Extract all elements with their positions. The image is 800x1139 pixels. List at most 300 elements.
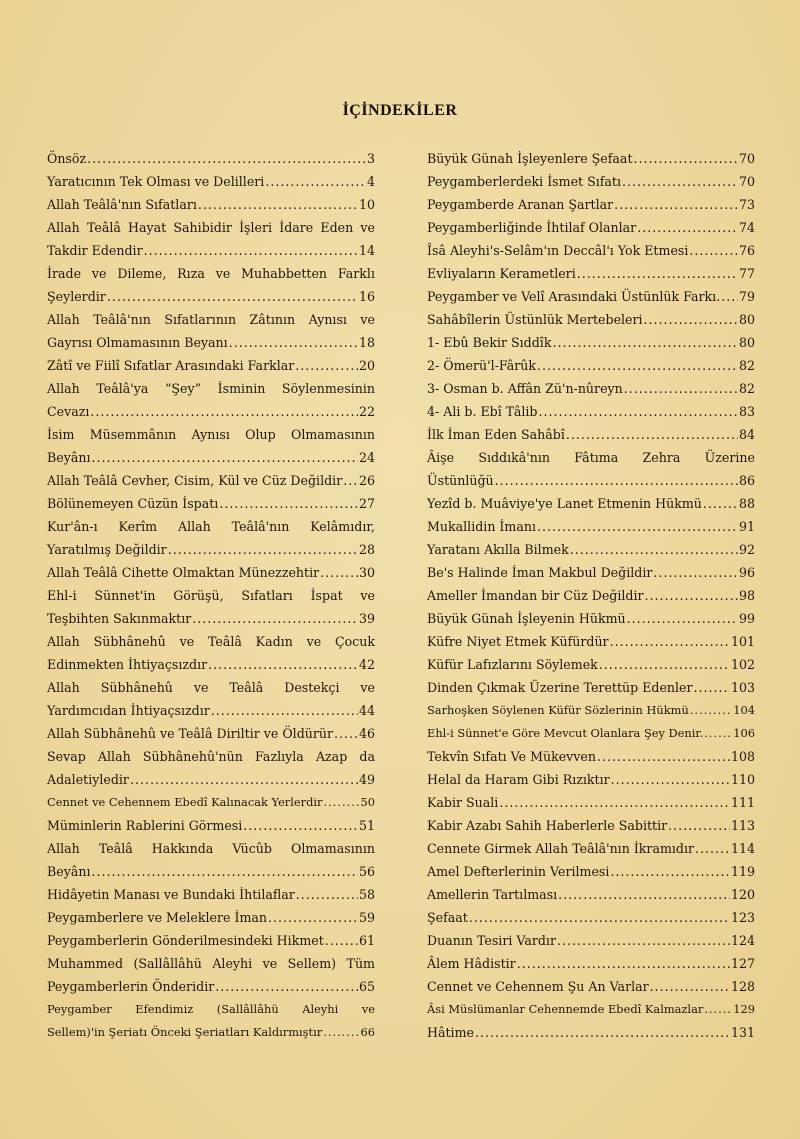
toc-entry-line xyxy=(427,745,755,768)
toc-entry-title-line: Âişe Sıddıkâ'nın Fâtıma Zehra Üzerine xyxy=(427,450,755,465)
toc-entry[interactable] xyxy=(427,446,755,492)
toc-entry-page-number: 46 xyxy=(358,726,375,741)
toc-entry[interactable] xyxy=(47,561,375,584)
toc-entry-page-number: 3 xyxy=(366,151,375,166)
toc-entry[interactable] xyxy=(47,929,375,952)
dot-leader xyxy=(689,239,738,262)
toc-entry-line xyxy=(47,538,375,561)
toc-entry-line xyxy=(427,607,755,630)
toc-entry-title: Ehl-i Sünnet'e Göre Mevcut Olanlara Şey Denir. xyxy=(427,726,704,740)
toc-entry[interactable] xyxy=(427,561,755,584)
dot-leader xyxy=(215,975,358,998)
toc-entry-line xyxy=(427,377,755,400)
toc-entry-page-number: 83 xyxy=(738,404,755,419)
toc-entry-page-number: 88 xyxy=(738,496,755,511)
toc-entry[interactable] xyxy=(427,791,755,814)
toc-entry-line xyxy=(47,446,375,469)
toc-entry-title: Dinden Çıkmak Üzerine Terettüp Edenler xyxy=(427,680,693,695)
toc-entry-line xyxy=(47,883,375,906)
dot-leader xyxy=(577,262,738,285)
toc-entry-page-number: 58 xyxy=(358,887,375,902)
toc-entry-line xyxy=(427,653,755,676)
toc-entry-page-number: 123 xyxy=(730,910,755,925)
dot-leader xyxy=(627,607,738,630)
toc-entry-page-number: 76 xyxy=(738,243,755,258)
toc-entry-page-number: 101 xyxy=(730,634,755,649)
toc-entry-title: Büyük Günah İşleyenin Hükmü xyxy=(427,611,626,626)
toc-entry-line xyxy=(427,216,755,239)
toc-entry-line xyxy=(427,883,755,906)
dot-leader xyxy=(653,561,738,584)
dot-leader xyxy=(320,561,358,584)
dot-leader xyxy=(107,285,358,308)
toc-entry-title: Beyânı xyxy=(47,864,91,879)
toc-entry-page-number: 70 xyxy=(738,151,755,166)
dot-leader xyxy=(597,745,730,768)
toc-entry[interactable] xyxy=(47,676,375,722)
toc-entry-title-line: Allah Teâlâ'nın Sıfatlarının Zâtının Aynısı ve xyxy=(47,312,375,327)
toc-entry-line xyxy=(427,331,755,354)
toc-entry-page-number: 108 xyxy=(730,749,755,764)
toc-entry-line xyxy=(427,538,755,561)
toc-entry-line xyxy=(47,768,375,791)
toc-entry-page-number: 28 xyxy=(358,542,375,557)
toc-entry-title-line: Allah Teâlâ Hakkında Vücûb Olmamasının xyxy=(47,841,375,856)
toc-entry-page-number: 80 xyxy=(738,312,755,327)
toc-column-left xyxy=(47,147,375,1044)
toc-entry[interactable] xyxy=(47,791,375,814)
toc-entry-line xyxy=(427,400,755,423)
toc-entry-title: Cennet ve Cehennem Şu An Varlar xyxy=(427,979,649,994)
toc-entry-line xyxy=(427,860,755,883)
toc-entry-line xyxy=(427,561,755,584)
toc-entry[interactable] xyxy=(47,170,375,193)
toc-entry[interactable] xyxy=(47,745,375,791)
toc-entry[interactable] xyxy=(427,331,755,354)
toc-entry-title-line: Sevap Allah Sübhânehû'nün Fazlıyla Azap da xyxy=(47,749,375,764)
toc-column-right xyxy=(427,147,755,1044)
toc-entry[interactable] xyxy=(47,423,375,469)
toc-entry-page-number: 16 xyxy=(358,289,375,304)
dot-leader xyxy=(538,400,738,423)
toc-entry-title: Yaratanı Akılla Bilmek xyxy=(427,542,569,557)
toc-entry-title: Hidâyetin Manası ve Bundaki İhtilaflar xyxy=(47,887,295,902)
toc-entry-line xyxy=(427,492,755,515)
toc-entry-line xyxy=(47,239,375,262)
toc-entry-page-number: 111 xyxy=(730,795,755,810)
toc-entry-line xyxy=(427,998,755,1021)
dot-leader xyxy=(552,331,738,354)
toc-entry-page-number: 103 xyxy=(730,680,755,695)
toc-entry-page-number: 20 xyxy=(358,358,375,373)
toc-entry-title: Peygamberlere ve Meleklere İman xyxy=(47,910,268,925)
dot-leader xyxy=(537,515,738,538)
dot-leader xyxy=(557,929,730,952)
dot-leader xyxy=(198,193,358,216)
toc-entry[interactable] xyxy=(427,377,755,400)
toc-entry-title-line: Allah Teâlâ'ya “Şey” İsminin Söylenmesinin xyxy=(47,381,375,396)
toc-entry-title-line: Allah Sübhânehû ve Teâlâ Kadın ve Çocuk xyxy=(47,634,375,649)
toc-entry-title: Amel Defterlerinin Verilmesi xyxy=(427,864,610,879)
toc-entry-title: Sarhoşken Söylenen Küfür Sözlerinin Hükmü xyxy=(427,703,689,717)
toc-entry-page-number: 66 xyxy=(360,1025,375,1039)
toc-entry-page-number: 80 xyxy=(738,335,755,350)
dot-leader xyxy=(610,860,730,883)
toc-entry-title: Peygamberliğinde İhtilaf Olanlar xyxy=(427,220,637,235)
toc-entry-line xyxy=(427,630,755,653)
toc-entry-title-line: İrade ve Dileme, Rıza ve Muhabbetten Farklı xyxy=(47,266,375,281)
toc-entry-page-number: 42 xyxy=(358,657,375,672)
toc-entry-page-number: 92 xyxy=(738,542,755,557)
toc-entry[interactable] xyxy=(427,676,755,699)
toc-entry-line xyxy=(47,285,375,308)
toc-entry[interactable] xyxy=(427,285,755,308)
dot-leader xyxy=(265,170,366,193)
toc-entry-page-number: 74 xyxy=(738,220,755,235)
toc-entry-line xyxy=(427,469,755,492)
dot-leader xyxy=(566,423,738,446)
toc-entry-title: İlk İman Eden Sahâbî xyxy=(427,427,565,442)
toc-entry[interactable] xyxy=(427,975,755,998)
toc-entry-title: Ameller İmandan bir Cüz Değildir xyxy=(427,588,644,603)
dot-leader xyxy=(192,607,358,630)
toc-entry[interactable] xyxy=(47,952,375,998)
toc-entry-line xyxy=(427,952,755,975)
dot-leader xyxy=(570,538,738,561)
toc-entry-page-number: 22 xyxy=(358,404,375,419)
toc-entry-title: Îsâ Aleyhi's-Selâm'ın Deccâl'ı Yok Etmesi xyxy=(427,243,689,258)
toc-entry[interactable] xyxy=(47,354,375,377)
dot-leader xyxy=(610,630,730,653)
toc-entry[interactable] xyxy=(427,400,755,423)
toc-entry-title: Evliyaların Kerametleri xyxy=(427,266,576,281)
toc-entry-page-number: 39 xyxy=(358,611,375,626)
toc-entry-title: Amellerin Tartılması xyxy=(427,887,558,902)
toc-entry-line xyxy=(47,400,375,423)
toc-entry[interactable] xyxy=(427,515,755,538)
toc-entry-title: 4- Ali b. Ebî Tâlib xyxy=(427,404,538,419)
toc-entry[interactable] xyxy=(47,469,375,492)
toc-entry-title: Allah Teâlâ Cevher, Cisim, Kül ve Cüz Değildir xyxy=(47,473,343,488)
toc-entry-line xyxy=(427,239,755,262)
toc-entry-page-number: 99 xyxy=(738,611,755,626)
toc-entry-line xyxy=(427,584,755,607)
toc-entry-line xyxy=(427,515,755,538)
toc-entry[interactable] xyxy=(427,860,755,883)
toc-entry-line xyxy=(427,193,755,216)
toc-entry-title: Müminlerin Rablerini Görmesi xyxy=(47,818,243,833)
toc-entry[interactable] xyxy=(427,883,755,906)
page-title: İÇİNDEKİLER xyxy=(342,102,458,119)
toc-entry-line xyxy=(47,975,375,998)
toc-entry[interactable] xyxy=(427,998,755,1021)
toc-entry[interactable] xyxy=(427,216,755,239)
toc-entry[interactable] xyxy=(427,653,755,676)
toc-entry-line xyxy=(427,285,755,308)
toc-entry[interactable] xyxy=(47,216,375,262)
toc-entry-page-number: 91 xyxy=(738,519,755,534)
toc-entry-title: Büyük Günah İşleyenlere Şefaat xyxy=(427,151,633,166)
toc-entry[interactable] xyxy=(47,722,375,745)
toc-entry-line xyxy=(427,1021,755,1044)
toc-entry-page-number: 24 xyxy=(358,450,375,465)
toc-entry-title-line: Allah Sübhânehû ve Teâlâ Destekçi ve xyxy=(47,680,375,695)
toc-entry-line xyxy=(47,607,375,630)
toc-entry[interactable] xyxy=(427,1021,755,1044)
dot-leader xyxy=(694,676,730,699)
toc-entry-title: Cevazı xyxy=(47,404,90,419)
toc-entry-line xyxy=(47,860,375,883)
dot-leader xyxy=(721,285,738,308)
toc-entry-title: Cennet ve Cehennem Ebedî Kalınacak Yerlerdir xyxy=(47,795,323,809)
toc-entry-title: Âsi Müslümanlar Cehennemde Ebedî Kalmazlar xyxy=(427,1002,704,1016)
toc-entry-line xyxy=(427,975,755,998)
toc-entry[interactable] xyxy=(427,262,755,285)
toc-entry-line xyxy=(427,676,755,699)
toc-entry[interactable] xyxy=(427,837,755,860)
toc-entry-page-number: 110 xyxy=(730,772,755,787)
toc-entry-line xyxy=(427,262,755,285)
toc-entry-title: Beyânı xyxy=(47,450,91,465)
toc-entry-title: Hâtime xyxy=(427,1025,474,1040)
toc-entry-title: Peygamberlerin Önderidir xyxy=(47,979,215,994)
toc-entry-line xyxy=(427,722,755,745)
toc-entry-title: Edinmekten İhtiyaçsızdır xyxy=(47,657,208,672)
dot-leader xyxy=(323,1021,359,1044)
toc-entry-line xyxy=(47,492,375,515)
toc-entry-page-number: 50 xyxy=(360,795,375,809)
toc-entry-title: Küfür Lafızlarını Söylemek xyxy=(427,657,598,672)
toc-entry-page-number: 131 xyxy=(730,1025,755,1040)
toc-entry-title-line: Kur'ân-ı Kerîm Allah Teâlâ'nın Kelâmıdır, xyxy=(47,519,375,534)
dot-leader xyxy=(690,699,732,722)
toc-entry-line xyxy=(47,170,375,193)
toc-entry-title: Şefaat xyxy=(427,910,468,925)
dot-leader xyxy=(208,653,358,676)
toc-entry-title: Küfre Niyet Etmek Küfürdür xyxy=(427,634,609,649)
toc-entry-line xyxy=(427,423,755,446)
toc-entry-page-number: 128 xyxy=(730,979,755,994)
toc-entry-line xyxy=(47,354,375,377)
toc-entry-page-number: 119 xyxy=(730,864,755,879)
toc-entry-line xyxy=(47,331,375,354)
dot-leader xyxy=(144,239,358,262)
toc-entry-title-line: Ehl-i Sünnet'in Görüşü, Sıfatları İspat ve xyxy=(47,588,375,603)
toc-entry[interactable] xyxy=(427,193,755,216)
toc-entry-title: Gayrısı Olmamasının Beyanı xyxy=(47,335,228,350)
toc-entry-line xyxy=(427,699,755,722)
toc-entry[interactable] xyxy=(427,239,755,262)
dot-leader xyxy=(644,308,738,331)
toc-entry[interactable] xyxy=(427,929,755,952)
toc-entry-title: 2- Ömerü'l-Fârûk xyxy=(427,358,537,373)
toc-entry-line xyxy=(47,722,375,745)
dot-leader xyxy=(650,975,730,998)
dot-leader xyxy=(611,768,730,791)
dot-leader xyxy=(87,147,366,170)
toc-entry[interactable] xyxy=(427,699,755,722)
dot-leader xyxy=(614,193,738,216)
dot-leader xyxy=(296,883,358,906)
toc-entry-line xyxy=(47,791,375,814)
dot-leader xyxy=(645,584,738,607)
toc-entry-title: Şeylerdir xyxy=(47,289,106,304)
toc-entry[interactable] xyxy=(47,193,375,216)
toc-entry-title: Cennete Girmek Allah Teâlâ'nın İkramıdır xyxy=(427,841,695,856)
toc-entry[interactable] xyxy=(427,584,755,607)
toc-entry[interactable] xyxy=(47,906,375,929)
toc-entry-page-number: 129 xyxy=(733,1002,755,1016)
toc-entry[interactable] xyxy=(427,147,755,170)
dot-leader xyxy=(91,446,357,469)
toc-entry-page-number: 65 xyxy=(358,979,375,994)
toc-entry[interactable] xyxy=(427,952,755,975)
toc-entry-line xyxy=(47,193,375,216)
dot-leader xyxy=(599,653,730,676)
toc-entry-page-number: 27 xyxy=(358,496,375,511)
toc-entry-title: Duanın Tesiri Vardır xyxy=(427,933,556,948)
dot-leader xyxy=(325,929,358,952)
toc-entry[interactable] xyxy=(47,147,375,170)
dot-leader xyxy=(495,469,738,492)
toc-entry-title: Yardımcıdan İhtiyaçsızdır xyxy=(47,703,210,718)
toc-entry[interactable] xyxy=(47,308,375,354)
toc-entry[interactable] xyxy=(427,768,755,791)
toc-entry[interactable] xyxy=(47,262,375,308)
toc-entry-line xyxy=(47,814,375,837)
dot-leader xyxy=(91,860,357,883)
toc-entry-page-number: 73 xyxy=(738,197,755,212)
toc-entry-page-number: 51 xyxy=(358,818,375,833)
toc-entry-title: Takdir Edendir xyxy=(47,243,143,258)
toc-entry-line xyxy=(47,699,375,722)
toc-entry-title-line: Allah Teâlâ Hayat Sahibidir İşleri İdare Eden ve xyxy=(47,220,375,235)
toc-entry[interactable] xyxy=(427,308,755,331)
dot-leader xyxy=(469,906,730,929)
toc-entry-page-number: 104 xyxy=(733,703,755,717)
toc-entry-title: 3- Osman b. Affân Zü'n-nûreyn xyxy=(427,381,623,396)
toc-entry-title: Allah Sübhânehû ve Teâlâ Diriltir ve Öldürür xyxy=(47,726,334,741)
toc-entry-title: Kabir Azabı Sahih Haberlerle Sabittir xyxy=(427,818,668,833)
toc-entry-line xyxy=(47,561,375,584)
toc-entry-line xyxy=(427,837,755,860)
toc-entry-title: Sahâbîlerin Üstünlük Mertebeleri xyxy=(427,312,643,327)
dot-leader xyxy=(637,216,738,239)
toc-entry-line xyxy=(47,906,375,929)
dot-leader xyxy=(343,469,358,492)
toc-entry-page-number: 44 xyxy=(358,703,375,718)
toc-entry-line xyxy=(47,147,375,170)
toc-entry[interactable] xyxy=(47,814,375,837)
toc-entry-line xyxy=(427,929,755,952)
toc-entry[interactable] xyxy=(427,492,755,515)
dot-leader xyxy=(499,791,730,814)
toc-entry[interactable] xyxy=(427,745,755,768)
toc-entry-page-number: 18 xyxy=(358,335,375,350)
dot-leader xyxy=(130,768,358,791)
toc-entry-page-number: 61 xyxy=(358,933,375,948)
dot-leader xyxy=(219,492,358,515)
toc-entry-page-number: 96 xyxy=(738,565,755,580)
toc-entry[interactable] xyxy=(47,630,375,676)
toc-entry-title: Kabir Suali xyxy=(427,795,499,810)
toc-entry-title: Sellem)'in Şeriatı Önceki Şeriatları Kaldırmıştır xyxy=(47,1025,323,1039)
toc-entry[interactable] xyxy=(47,883,375,906)
toc-entry-title: Yaratılmış Değildir xyxy=(47,542,167,557)
toc-entry-title: Peygamberlerin Gönderilmesindeki Hikmet xyxy=(47,933,324,948)
toc-entry[interactable] xyxy=(47,515,375,561)
toc-entry[interactable] xyxy=(47,998,375,1044)
toc-entry[interactable] xyxy=(427,814,755,837)
dot-leader xyxy=(622,170,738,193)
dot-leader xyxy=(668,814,730,837)
dot-leader xyxy=(558,883,730,906)
toc-entry[interactable] xyxy=(427,607,755,630)
toc-entry-page-number: 124 xyxy=(730,933,755,948)
dot-leader xyxy=(168,538,358,561)
toc-entry-page-number: 56 xyxy=(358,864,375,879)
toc-entry-line xyxy=(427,791,755,814)
toc-entry[interactable] xyxy=(427,630,755,653)
toc-entry-page-number: 14 xyxy=(358,243,375,258)
dot-leader xyxy=(268,906,358,929)
toc-entry[interactable] xyxy=(427,423,755,446)
toc-entry-line xyxy=(427,906,755,929)
toc-entry-title: Bölünemeyen Cüzün İspatı xyxy=(47,496,219,511)
toc-entry-title: Mukallidin İmanı xyxy=(427,519,536,534)
dot-leader xyxy=(243,814,358,837)
toc-entry[interactable] xyxy=(427,906,755,929)
toc-entry-page-number: 10 xyxy=(358,197,375,212)
dot-leader xyxy=(334,722,358,745)
toc-entry-title: 1- Ebû Bekir Sıddîk xyxy=(427,335,552,350)
toc-entry-page-number: 82 xyxy=(738,358,755,373)
dot-leader xyxy=(517,952,730,975)
toc-entry[interactable] xyxy=(427,538,755,561)
toc-entry[interactable] xyxy=(47,837,375,883)
toc-entry-line xyxy=(47,469,375,492)
toc-entry-title: Adaletiyledir xyxy=(47,772,129,787)
toc-entry-title: Helal da Haram Gibi Rızıktır xyxy=(427,772,610,787)
toc-entry-title: Âlem Hâdistir xyxy=(427,956,516,971)
toc-entry-page-number: 49 xyxy=(358,772,375,787)
toc-entry-title: Yezîd b. Muâviye'ye Lanet Etmenin Hükmü xyxy=(427,496,702,511)
toc-entry[interactable] xyxy=(47,492,375,515)
toc-entry[interactable] xyxy=(47,584,375,630)
dot-leader xyxy=(704,998,732,1021)
dot-leader xyxy=(323,791,359,814)
toc-entry-page-number: 82 xyxy=(738,381,755,396)
toc-entry-page-number: 98 xyxy=(738,588,755,603)
toc-entry-title: Tekvîn Sıfatı Ve Mükevven xyxy=(427,749,596,764)
toc-entry[interactable] xyxy=(427,170,755,193)
dot-leader xyxy=(624,377,738,400)
toc-entry-page-number: 127 xyxy=(730,956,755,971)
toc-entry[interactable] xyxy=(47,377,375,423)
toc-entry-title: Zâtî ve Fiilî Sıfatlar Arasındaki Farklar xyxy=(47,358,295,373)
toc-entry-page-number: 113 xyxy=(730,818,755,833)
toc-entry[interactable] xyxy=(427,354,755,377)
dot-leader xyxy=(537,354,738,377)
toc-entry-title: Be's Halinde İman Makbul Değildir xyxy=(427,565,653,580)
toc-entry-title: Teşbihten Sakınmaktır xyxy=(47,611,192,626)
toc-entry[interactable] xyxy=(427,722,755,745)
toc-entry-line xyxy=(427,768,755,791)
dot-leader xyxy=(704,722,732,745)
toc-entry-line xyxy=(427,308,755,331)
toc-entry-page-number: 79 xyxy=(738,289,755,304)
toc-entry-title: Allah Teâlâ'nın Sıfatları xyxy=(47,197,197,212)
